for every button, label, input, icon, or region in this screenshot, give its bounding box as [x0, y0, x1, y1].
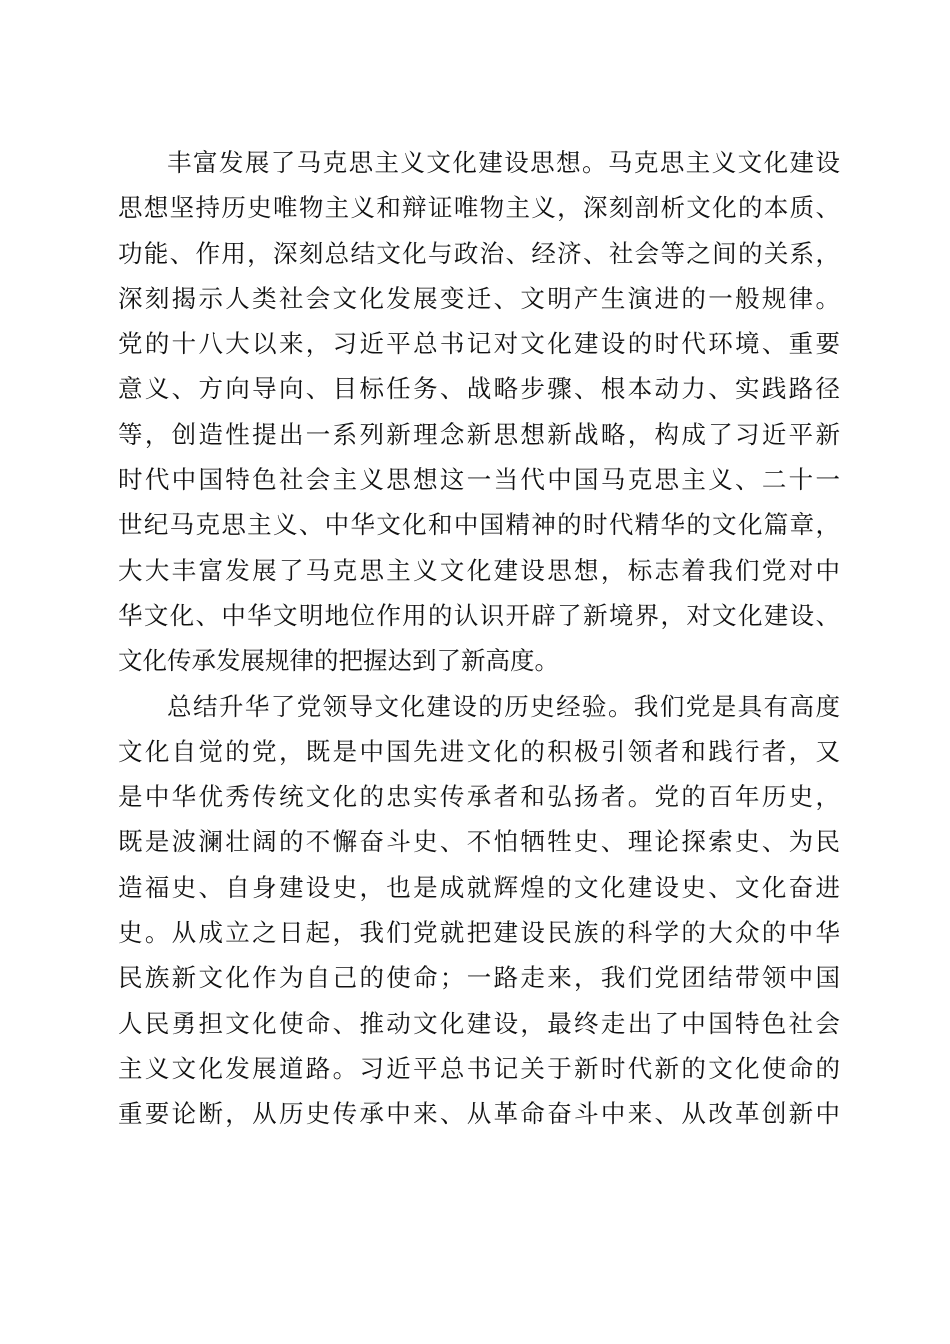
text-line: 世纪马克思主义、中华文化和中国精神的时代精华的文化篇章，	[118, 510, 840, 540]
text-line: 意义、方向导向、目标任务、战略步骤、根本动力、实践路径	[118, 374, 840, 404]
text-line: 大大丰富发展了马克思主义文化建设思想，标志着我们党对中	[118, 555, 840, 585]
text-line: 思想坚持历史唯物主义和辩证唯物主义，深刻剖析文化的本质、	[118, 193, 840, 223]
text-line: 文化传承发展规律的把握达到了新高度。	[118, 646, 559, 676]
text-line: 深刻揭示人类社会文化发展变迁、文明产生演进的一般规律。	[118, 283, 840, 313]
text-line: 人民勇担文化使命、推动文化建设，最终走出了中国特色社会	[118, 1008, 840, 1038]
text-line: 既是波澜壮阔的不懈奋斗史、不怕牺牲史、理论探索史、为民	[118, 827, 840, 857]
text-line: 丰富发展了马克思主义文化建设思想。马克思主义文化建设	[167, 148, 840, 177]
paragraph	[118, 684, 840, 1137]
document-body	[118, 140, 840, 1137]
text-line: 主义文化发展道路。习近平总书记关于新时代新的文化使命的	[118, 1053, 840, 1083]
text-line: 华文化、中华文明地位作用的认识开辟了新境界，对文化建设、	[118, 600, 840, 630]
text-line: 造福史、自身建设史，也是成就辉煌的文化建设史、文化奋进	[118, 872, 840, 902]
text-line: 是中华优秀传统文化的忠实传承者和弘扬者。党的百年历史，	[118, 782, 840, 812]
text-line: 民族新文化作为自己的使命；一路走来，我们党团结带领中国	[118, 963, 840, 993]
text-line: 重要论断，从历史传承中来、从革命奋斗中来、从改革创新中	[118, 1099, 840, 1129]
text-line: 时代中国特色社会主义思想这一当代中国马克思主义、二十一	[118, 465, 840, 495]
text-line: 文化自觉的党，既是中国先进文化的积极引领者和践行者，又	[118, 736, 840, 766]
paragraph	[118, 140, 840, 684]
text-line: 总结升华了党领导文化建设的历史经验。我们党是具有高度	[167, 691, 840, 721]
text-line: 功能、作用，深刻总结文化与政治、经济、社会等之间的关系，	[118, 238, 840, 268]
text-line: 等，创造性提出一系列新理念新思想新战略，构成了习近平新	[118, 419, 840, 449]
text-line: 史。从成立之日起，我们党就把建设民族的科学的大众的中华	[118, 918, 840, 948]
text-line: 党的十八大以来，习近平总书记对文化建设的时代环境、重要	[118, 329, 840, 359]
